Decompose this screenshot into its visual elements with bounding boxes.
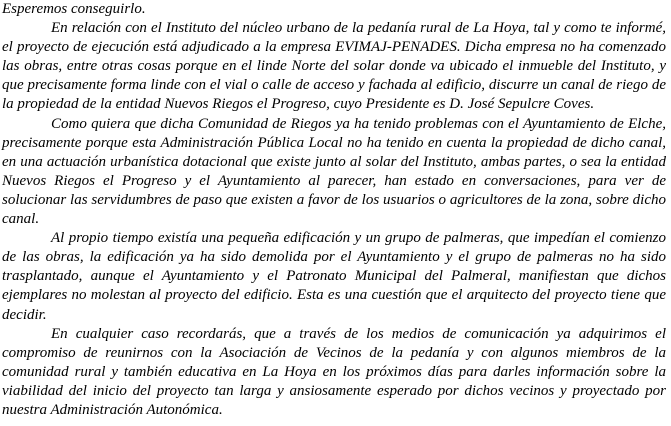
paragraph-asociacion-vecinos: En cualquier caso recordarás, que a través de los medios de comunicación ya adquirimos el compromiso de reunirnos con la Asociación de Vecinos de la pedanía y con algunos miembros de la comunidad rural y también educativa en La Hoya en los próximos días para darles información sobre la viabilidad del inicio del proyecto tan larga y ansiosamente esperado por dichos vecinos y proyectado por nuestra Administración Autonómica. [2,325,666,418]
paragraph-palmeras: Al propio tiempo existía una pequeña edificación y un grupo de palmeras, que impedían el comienzo de las obras, la edificación ya ha sido demolida por el Ayuntamiento y el grupo de palmeras no ha sido trasplantado, aunque el Ayuntamiento y el Patronato Municipal del Palmeral, manifiestan que dichos ejemplares no molestan al proyecto del edificio. Esta es una cuestión que el arquitecto del proyecto tiene que decidir. [2,230,666,323]
paragraph-closing-line: Esperemos conseguirlo. [2,1,146,17]
paragraph-instituto-project: En relación con el Instituto del núcleo urbano de la pedanía rural de La Hoya, tal y como te informé, el proyecto de ejecución está adjudicado a la empresa EVIMAJ-PENADES. Dicha empresa no ha comenzado las obras, entre otras cosas porque en el linde Norte del solar donde va ubicado el inmueble del Instituto, y que precisamente forma linde con el vial o calle de acceso y fachada al edificio, discurre un canal de riego de la propiedad de la entidad Nuevos Riegos el Progreso, cuyo Presidente es D. José Sepulcre Coves. [2,20,666,113]
letter-body [2,0,666,420]
paragraph-comunidad-riegos: Como quiera que dicha Comunidad de Riegos ya ha tenido problemas con el Ayuntamiento de Elche, precisamente porque esta Administración Pública Local no ha tenido en cuenta la propiedad de dicho canal, en una actuación urbanística dotacional que existe junto al solar del Instituto, ambas partes, o sea la entidad Nuevos Riegos el Progreso y el Ayuntamiento al parecer, han estado en conversaciones, para ver de solucionar las servidumbres de paso que existen a favor de los usuarios o agricultores de la zona, sobre dicho canal. [2,115,666,228]
